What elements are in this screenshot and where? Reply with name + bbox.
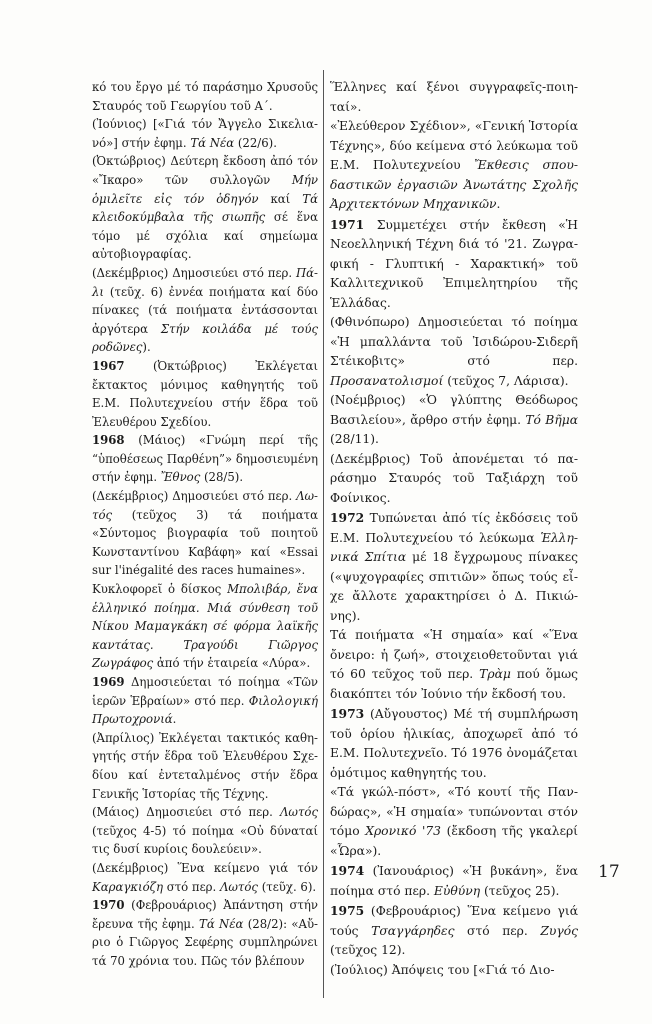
chronology-entry [92,431,318,487]
chronology-entry [330,450,578,509]
entry-text: Κυκλοφορεῖ ὁ δίσκος [92,582,228,597]
entry-text: (τεῦχος 7, Λάρισα). [443,373,569,388]
title-italic: Τό Βῆμα [525,412,578,427]
entry-text: (28/2): «Αὔριο ὁ Γιῶργος Σεφέρης συμπληρώνει τά 70 χρόνια του. Πῶς τόν βλέπουν [92,916,318,968]
entry-text: Δημοσιεύεται τό ποίημα «Τῶν ἱερῶν Ἑβραίων» στό περ. [92,675,318,708]
chronology-entry [92,729,318,803]
entry-text: (Ἰανουάριος) «Ἡ βυκάνη», ἕνα ποίημα στό περ. [330,864,578,898]
entry-text: (Ἀπρίλιος) Ἐκλέγεται τακτικός καθηγητής στήν ἕδρα τοῦ Ἐλευθέρου Σχεδίου καί ἐντεταλμένος στήν ἕδρα Γενικῆς Ἱστορίας τῆς Τέχνης. [92,730,318,801]
title-italic: Ἔκθεσις σπουδαστικῶν ἐργασιῶν Ἀνωτάτης Σχολῆς Ἀρχιτεκτόνων Μηχανικῶν [330,158,578,211]
entry-text: ἀπό τήν ἑταιρεία «Λύρα». [153,656,311,671]
entry-year: 1974 [330,863,365,878]
chronology-entry [330,783,578,861]
entry-text: (Φεβρουάριος) Ἕνα κείμενο γιά τούς [330,904,578,938]
title-italic: Τρὰμ [479,667,511,681]
title-italic: Ἑλληνικά Σπίτια [330,530,578,564]
chronology-entry [92,896,318,970]
title-italic: Φιλολογική Πρωτοχρονιά [92,693,318,727]
chronology-entry [92,859,318,896]
chronology-entry [330,117,578,215]
entry-text: Τά ποιήματα «Ἡ σημαία» καί «Ἕνα ὄνειρο: ἡ ζωή», στοιχειοθετοῦνται γιά τό 60 τεῦχος τοῦ περ. [330,628,578,681]
title-italic: Πάλι [92,265,318,299]
chronology-entry [92,115,318,152]
entry-text: Συμμετέχει στήν ἔκθεση «Ἡ Νεοελληνική Τέχνη διά τό '21. Ζωγραφική - Γλυπτική - Χαρακτική» τοῦ Καλλιτεχνικοῦ Ἐπιμελητηρίου τῆς Ἑλλάδας. [330,217,578,310]
entry-text: (τεῦχ. 6) ἐννέα ποιήματα καί δύο πίνακες (τά ποιήματα ἐντάσσονται ἀργότερα [92,284,318,336]
entry-text: (Ὀκτώβριος) Δεύτερη ἔκδοση ἀπό τόν «Ἴκαρο» τῶν συλλογῶν [92,154,318,187]
title-italic: Μήν ὁμιλεῖτε εἰς τόν ὁδηγόν [92,172,318,206]
entry-text: (Δεκέμβριος) Δημοσιεύει στό περ. [92,489,297,504]
entry-text: (Ἰούλιος) Ἀπόψεις του [«Γιά τό Διο- [330,962,555,977]
chronology-entry [330,861,578,901]
entry-text: (Δεκέμβριος) Τοῦ ἀπονέμεται τό παράσημο Σταυρός τοῦ Ταξιάρχη τοῦ Φοίνικος. [330,451,578,505]
entry-year: 1970 [92,898,125,913]
title-italic: Ἔθνος [160,470,201,485]
entry-text: (τεῦχ. 6). [257,879,317,894]
entry-year: 1971 [330,216,365,232]
left-column [92,78,318,971]
entry-text: «Ἐλεύθερον Σχέδιον», «Γενική Ἱστορία Τέχνης», δύο κείμενα στό λεύκωμα τοῦ Ε.Μ. Πολυτεχνείου [330,119,578,172]
entry-year: 1968 [92,433,125,448]
entry-text: . [172,712,177,727]
entry-text: (Νοέμβριος) «Ὁ γλύπτης Θεόδωρος Βασιλείου», ἄρθρο στήν ἐφημ. [330,393,578,427]
chronology-entry [92,803,318,859]
entry-text: σέ ἕνα τόμο μέ σχόλια καί σημείωμα αὐτοβιογραφίας. [92,210,318,262]
entry-text: (28/11). [330,432,379,446]
entry-text: κό του ἔργο μέ τό παράσημο Χρυσοῦς Σταυρός τοῦ Γεωργίου τοῦ Α΄. [92,80,318,113]
entry-text: (Μάιος) «Γνώμη περί τῆς “ὑποθέσεως Παρθένη”» δημοσιευμένη στήν ἐφημ. [92,433,318,485]
entry-text: (Αὔγουστος) Μέ τή συμπλήρωση τοῦ ὁρίου ἡλικίας, ἀποχωρεῖ ἀπό τό Ε.Μ. Πολυτεχνεῖο. Τό 1976 ὀνομάζεται ὁμότιμος καθηγητής του. [330,707,578,780]
title-italic: Λωτός [92,489,318,522]
chronology-entry [330,215,578,314]
title-italic: Λωτός [219,879,258,894]
entry-text: (Μάιος) Δημοσιεύει στό περ. [92,805,280,820]
chronology-entry [92,580,318,673]
entry-text: (28/5). [200,470,244,485]
entry-text: . [496,197,501,211]
title-italic: Τά Νέα [190,135,235,150]
entry-text: στό περ. [163,879,220,894]
chronology-entry [330,901,578,961]
chronology-entry [330,78,578,117]
chronology-entry [92,357,318,431]
entry-text: (τεῦχος 4-5) τό ποίημα «Οὐ δύναταί τις δυσί κυρίοις δουλεύειν». [92,823,318,857]
title-italic: Μπολιβάρ, ἕνα ἑλληνικό ποίημα. Μιά σύνθεση τοῦ Νίκου Μαμαγκάκη σέ φόρμα λαϊκῆς καντάτας. Τραγούδι Γιῶργος Ζωγράφος [92,582,318,671]
entry-text: (Φεβρουάριος) Ἀπάντηση στήν ἔρευνα τῆς ἐφημ. [92,898,318,931]
entry-text: Τυπώνεται ἀπό τίς ἐκδόσεις τοῦ Ε.Μ. Πολυτεχνείου τό λεύκωμα [330,511,578,545]
entry-text: στό περ. [454,923,541,938]
title-italic: Ζυγός [540,923,579,938]
entry-text: (Ἰούνιος) [«Γιά τόν Ἄγγελο Σικελιανό»] στήν ἐφημ. [92,117,318,150]
chronology-entry [330,704,578,783]
chronology-entry [92,78,318,115]
entry-text: «Τά γκώλ-πόστ», «Τό κουτί τῆς Πανδώρας», «Ἡ σημαία» τυπώνονται στόν τόμο [330,785,578,838]
entry-text: (Δεκέμβριος) Ἕνα κείμενο γιά τόν [92,860,318,875]
right-column [330,78,578,980]
title-italic: Τά Νέα [199,916,244,931]
title-italic: Τά κλειδοκύμβαλα τῆς σιωπῆς [92,191,318,225]
title-italic: Εὐθύνη [433,883,481,898]
entry-text: (τεῦχος 25). [480,883,560,898]
title-italic: Στήν κοιλάδα μέ τούς ροδῶνες [92,321,318,355]
title-italic: Προσανατολισμοί [330,373,444,388]
entry-text: (22/6). [234,135,277,150]
entry-text: (τεῦχος 3) τά ποιήματα «Σύντομος βιογραφία τοῦ ποιητοῦ Κωνσταντίνου Καβάφη» καί «Essai sur l'inégalité des races humaines». [92,507,318,578]
entry-year: 1975 [330,903,365,918]
chronology-entry [92,487,318,580]
entry-text: Ἕλληνες καί ξένοι συγγραφεῖς-ποιηταί». [330,80,578,114]
chronology-entry [92,152,318,264]
column-divider [323,70,324,998]
entry-text: (Ὀκτώβριος) Ἐκλέγεται ἔκτακτος μόνιμος καθηγητής τοῦ Ε.Μ. Πολυτεχνείου στήν ἕδρα τοῦ Ἐλευθέρου Σχεδίου. [92,358,318,429]
chronology-entry [92,264,318,357]
entry-text: μέ 18 ἔγχρωμους πίνακες («ψυχογραφίες σπιτιῶν» ὅπως τούς εἶχε ἄλλοτε χαρακτηρίσει ὁ Δ. Πικιώνης). [330,550,578,623]
page-number: 17 [598,862,620,882]
entry-text: (Δεκέμβριος) Δημοσιεύει στό περ. [92,265,296,280]
title-italic: Λωτός [279,805,318,820]
entry-text: (Φθινόπωρο) Δημοσιεύεται τό ποίημα «Ἡ μπαλλάντα τοῦ Ἰσιδώρου-Σιδερῆ Στέικοβιτς» στό περ. [330,315,578,368]
chronology-entry [330,391,578,450]
chronology-entry [330,961,578,981]
entry-year: 1969 [92,675,125,689]
entry-text: (ἔκδοση τῆς γκαλερί «Ὧρα»). [330,824,579,858]
title-italic: Τσαγγάρηδες [371,923,455,938]
entry-year: 1973 [330,706,365,721]
title-italic: Χρονικό '73 [365,824,441,838]
entry-text: πού ὅμως διακόπτει τόν Ἰούνιο τήν ἔκδοσή του. [330,667,578,701]
entry-year: 1972 [330,510,365,525]
chronology-entry [330,313,578,391]
entry-text: καί [258,191,303,206]
entry-year: 1967 [92,358,125,373]
entry-text: ). [142,340,151,355]
title-italic: Καραγκιόζη [92,879,163,894]
chronology-entry [92,673,318,729]
entry-text: (τεῦχος 12). [330,943,406,957]
chronology-entry [330,508,578,626]
chronology-entry [330,626,578,704]
